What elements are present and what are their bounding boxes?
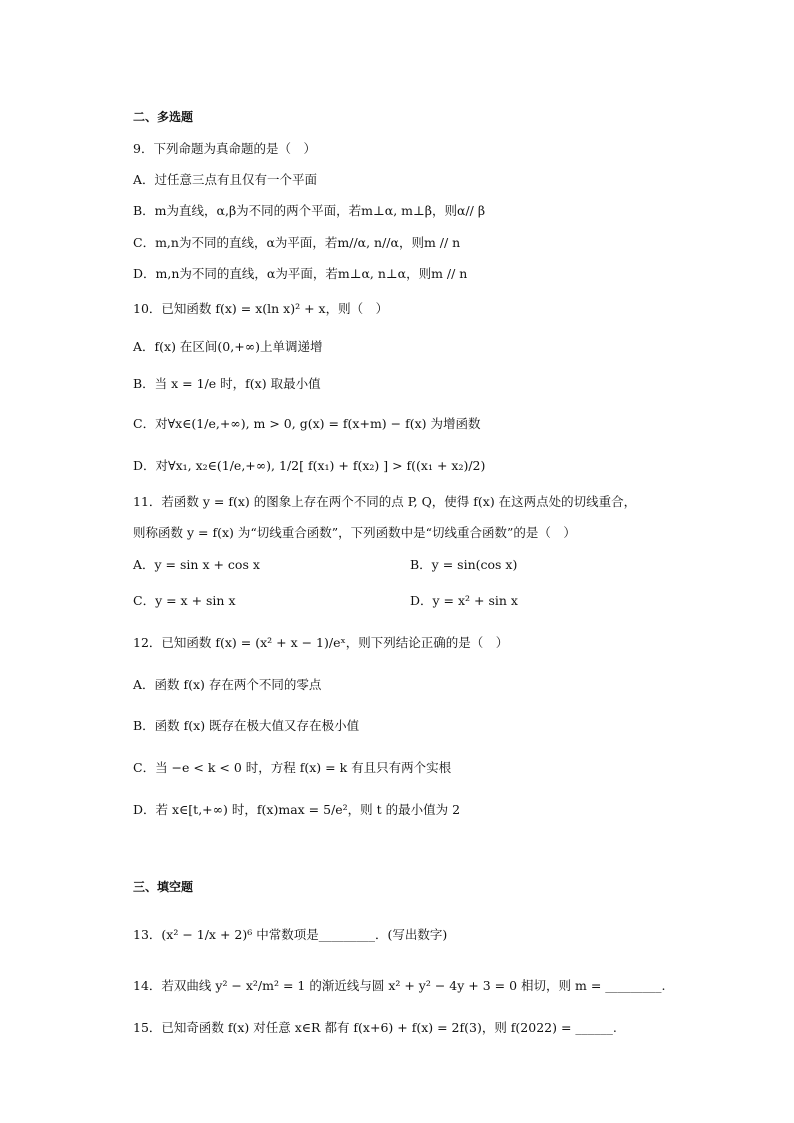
question-11-option-a: A．y = sin x + cos x: [133, 557, 260, 572]
question-11-stem-line1: 11．若函数 y = f(x) 的图象上存在两个不同的点 P, Q，使得 f(x) 在这两点处的切线重合，: [133, 494, 637, 509]
question-12-option-d: D．若 x∈[t,+∞) 时，f(x)max = 5/e²，则 t 的最小值为 2: [133, 802, 461, 817]
question-10-option-b: B．当 x = 1/e 时，f(x) 取最小值: [133, 376, 321, 391]
question-11-option-c: C．y = x + sin x: [133, 593, 236, 608]
section-heading-multi-choice: 二、多选题: [133, 110, 194, 124]
question-9-stem: 9．下列命题为真命题的是（ ）: [133, 141, 316, 156]
question-11-option-d: D．y = x² + sin x: [410, 593, 518, 608]
question-12-option-a: A．函数 f(x) 存在两个不同的零点: [133, 677, 322, 692]
question-14: 14．若双曲线 y² − x²/m² = 1 的渐近线与圆 x² + y² − 4y + 3 = 0 相切，则 m = _________.: [133, 978, 666, 993]
question-11-stem-line2: 则称函数 y = f(x) 为“切线重合函数”，下列函数中是“切线重合函数”的是（ ）: [133, 525, 576, 540]
question-10-option-d: D．对∀x₁, x₂∈(1/e,+∞), 1/2[ f(x₁) + f(x₂) ] > f((x₁ + x₂)/2): [133, 458, 486, 473]
question-12-option-c: C．当 −e < k < 0 时，方程 f(x) = k 有且只有两个实根: [133, 760, 452, 775]
question-10-option-c: C．对∀x∈(1/e,+∞), m > 0, g(x) = f(x+m) − f(x) 为增函数: [133, 416, 481, 431]
question-10-option-a: A．f(x) 在区间(0,+∞)上单调递增: [133, 339, 323, 354]
question-9-option-d: D．m,n为不同的直线，α为平面，若m⊥α, n⊥α，则m // n: [133, 266, 468, 281]
question-11-option-b: B．y = sin(cos x): [410, 557, 518, 572]
question-12-option-b: B．函数 f(x) 既存在极大值又存在极小值: [133, 718, 360, 733]
section-heading-fill-blank: 三、填空题: [133, 880, 194, 894]
question-13: 13．(x² − 1/x + 2)⁶ 中常数项是_________．(写出数字): [133, 927, 448, 942]
question-9-option-b: B．m为直线，α,β为不同的两个平面，若m⊥α, m⊥β，则α// β: [133, 203, 486, 218]
question-12-stem: 12．已知函数 f(x) = (x² + x − 1)/eˣ，则下列结论正确的是（ ）: [133, 635, 509, 650]
question-9-option-a: A．过任意三点有且仅有一个平面: [133, 172, 318, 187]
question-15: 15．已知奇函数 f(x) 对任意 x∈R 都有 f(x+6) + f(x) = 2f(3)，则 f(2022) = ______.: [133, 1020, 617, 1035]
question-10-stem: 10．已知函数 f(x) = x(ln x)² + x，则（ ）: [133, 301, 389, 316]
question-9-option-c: C．m,n为不同的直线，α为平面，若m//α, n//α，则m // n: [133, 235, 461, 250]
